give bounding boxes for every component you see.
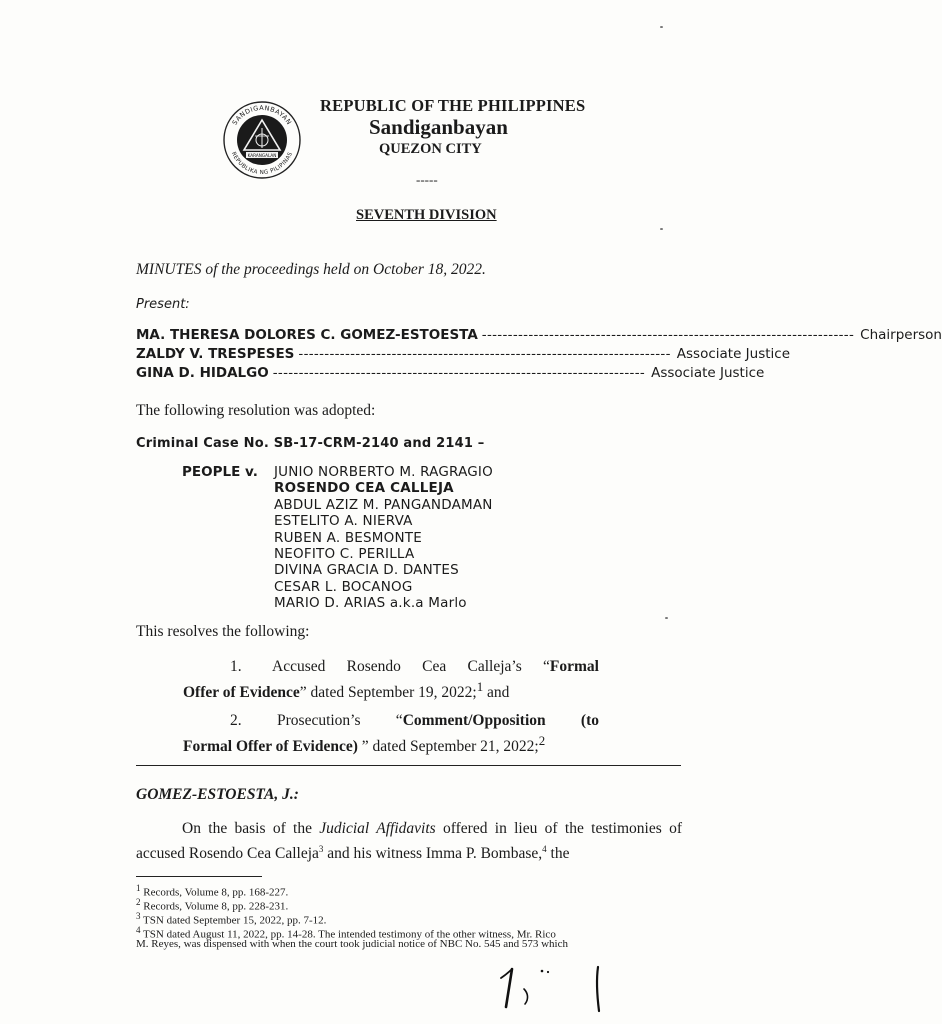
caption-people: PEOPLE v. xyxy=(182,464,258,480)
accused-name: NEOFITO C. PERILLA xyxy=(274,546,415,563)
footnote-rule xyxy=(136,876,262,877)
footnote: $^4$ TSN dated August 11, 2022, pp. 14-28. The intended testimony of the other witness, Mr. Rico xyxy=(136,925,556,941)
court-seal-icon xyxy=(222,100,302,180)
justice-role: Associate Justice xyxy=(676,346,791,362)
handwritten-initials xyxy=(498,963,618,1013)
justice-row xyxy=(136,365,765,384)
justice-row xyxy=(136,327,942,346)
accused-name: DIVINA GRACIA D. DANTES xyxy=(274,562,459,579)
justice-leader: ------------------------------------------------------------------------ xyxy=(298,346,671,362)
svg-text:SANDIGANBAYAN: SANDIGANBAYAN xyxy=(230,103,294,127)
accused-name: ROSENDO CEA CALLEJA xyxy=(274,480,454,497)
item-line: Offer of Evidence” dated September 19, 2022;$^1$ and xyxy=(183,679,510,702)
section-divider xyxy=(136,765,681,766)
accused-name: ABDUL AZIZ M. PANGANDAMAN xyxy=(274,496,493,513)
justice-name: MA. THERESA DOLORES C. GOMEZ-ESTOESTA xyxy=(136,327,478,343)
resolves-intro: This resolves the following: xyxy=(136,623,310,640)
footnote: $^1$ Records, Volume 8, pp. 168-227. xyxy=(136,883,289,899)
footnote: $^2$ Records, Volume 8, pp. 228-231. xyxy=(136,897,289,913)
resolution-intro: The following resolution was adopted: xyxy=(136,402,376,419)
footnote-ref: 3 xyxy=(318,844,324,854)
footnote-ref: 4 xyxy=(542,844,547,854)
scan-speck xyxy=(660,228,663,230)
accused-name: JUNIO NORBERTO M. RAGRAGIO xyxy=(274,464,493,480)
footnote-ref: 2 xyxy=(538,733,546,748)
republic-heading: REPUBLIC OF THE PHILIPPINES xyxy=(320,96,586,115)
court-name: Sandiganbayan xyxy=(369,115,508,139)
justice-name: GINA D. HIDALGO xyxy=(136,365,269,381)
accused-list xyxy=(274,464,493,612)
svg-text:KARANGALAN: KARANGALAN xyxy=(247,153,277,158)
justice-role: Associate Justice xyxy=(651,365,765,381)
item-number: 1. xyxy=(230,658,242,675)
accused-name: RUBEN A. BESMONTE xyxy=(274,529,422,546)
footnote-ref: 1 xyxy=(476,679,484,694)
present-label: Present: xyxy=(136,297,190,312)
item-line: Prosecution’s “Comment/Opposition (to xyxy=(277,712,599,729)
justice-row xyxy=(136,346,791,365)
footnote: $^3$ TSN dated September 15, 2022, pp. 7-12. xyxy=(136,911,327,927)
scan-speck xyxy=(665,617,668,619)
item-number: 2. xyxy=(230,712,242,729)
court-city: QUEZON CITY xyxy=(379,141,482,157)
accused-name: CESAR L. BOCANOG xyxy=(274,578,413,595)
justice-leader: ------------------------------------------------------------------------ xyxy=(272,365,646,381)
justice-role: Chairperson xyxy=(860,327,942,343)
scan-speck xyxy=(660,26,663,28)
accused-name: ESTELITO A. NIERVA xyxy=(274,513,413,530)
minutes-line: MINUTES of the proceedings held on October 18, 2022. xyxy=(136,261,486,278)
accused-name: MARIO D. ARIAS a.k.a Marlo xyxy=(274,595,467,612)
svg-text:REPUBLIKA NG PILIPINAS: REPUBLIKA NG PILIPINAS xyxy=(229,151,295,177)
case-number: Criminal Case No. SB-17-CRM-2140 and 2141 – xyxy=(136,436,485,451)
justice-leader: ------------------------------------------------------------------------ xyxy=(481,327,855,343)
division-title: SEVENTH DIVISION xyxy=(356,207,497,223)
item-line: Formal Offer of Evidence) ” dated September 21, 2022;$^2$ xyxy=(183,733,546,756)
header-separator: ----- xyxy=(416,172,438,187)
footnote: M. Reyes, was dispensed with when the court took judicial notice of NBC No. 545 and 573 which xyxy=(136,938,568,950)
justice-name: ZALDY V. TRESPESES xyxy=(136,346,295,362)
item-line: Accused Rosendo Cea Calleja’s “Formal xyxy=(272,658,599,675)
ponente: GOMEZ-ESTOESTA, J.: xyxy=(136,786,299,803)
body-paragraph: On the basis of the Judicial Affidavits offered in lieu of the testimonies of accused Rosendo Cea Calleja$^3$ and his witness Imma P. Bombase,$^4$ the xyxy=(136,820,682,863)
